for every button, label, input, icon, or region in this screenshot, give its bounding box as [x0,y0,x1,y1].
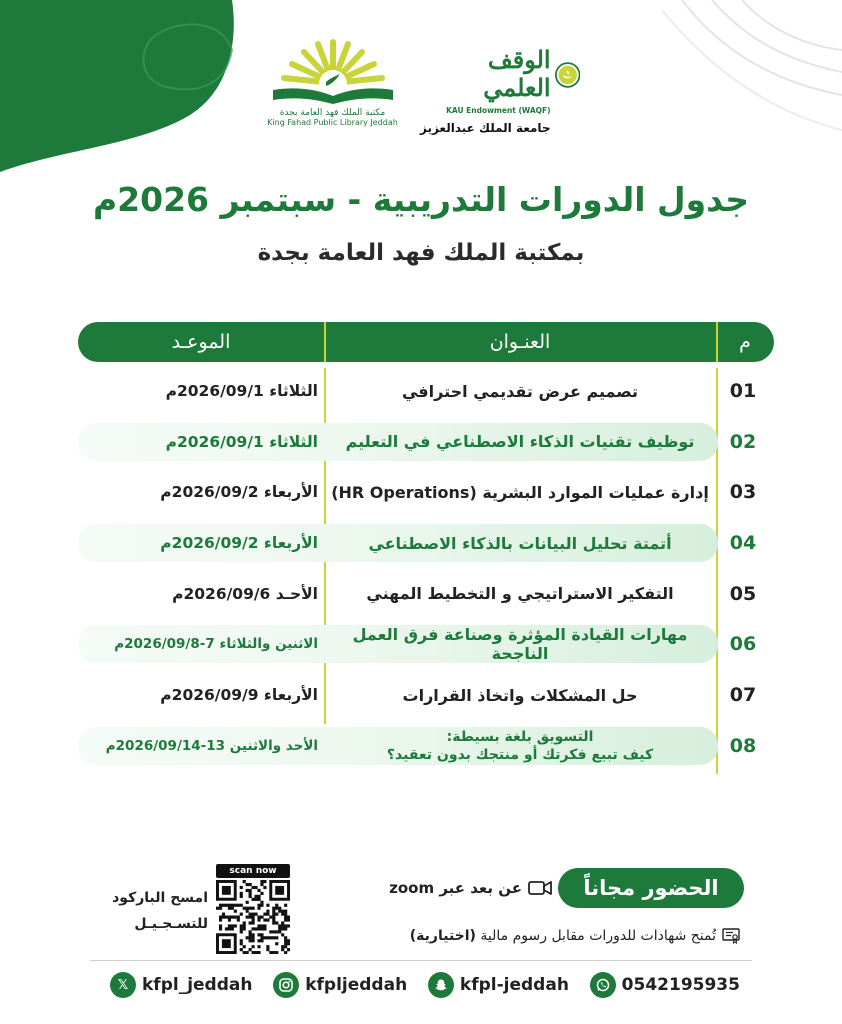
social-whatsapp[interactable] [590,972,740,998]
social-instagram[interactable] [273,972,407,998]
row-title: حل المشكلات واتخاذ القرارات [402,685,638,705]
table-row [78,520,774,566]
table-row [78,672,774,718]
row-title: التفكير الاستراتيجي و التخطيط المهني [366,584,674,604]
table-row [78,723,774,769]
row-title: إدارة عمليات الموارد البشرية (HR Operations) [331,482,709,502]
scan-line2: للتسـجـيـل [134,916,208,932]
kfpl-name-ar: مكتبة الملك فهد العامة بجدة [279,108,386,118]
waqf-name-ar: الوقف العلمي [483,45,551,102]
zoom-label: عن بعد عبر zoom [389,879,522,897]
video-camera-icon [528,879,552,897]
header-title: العنـوان [489,331,551,353]
row-date: الأربعاء 2026/09/2م [160,483,318,502]
row-title-line2: كيف تبيع فكرتك أو منتجك بدون تعقيد؟ [386,746,654,763]
row-num: 05 [729,582,757,605]
row-date: الأحد والاثنين 13-2026/09/14م [105,737,318,754]
scan-instructions [98,885,208,937]
social-handle: kfpl_jeddah [142,975,253,995]
row-num: 07 [729,684,757,707]
row-title [324,728,716,764]
social-handle: kfpl-jeddah [459,975,569,995]
waqf-name-en: KAU Endowment (WAQF) [446,106,551,115]
header-divider [324,322,326,362]
university-name-ar: جامعة الملك عبدالعزيز [420,121,551,135]
footer-divider [90,960,752,961]
row-date: الاثنين والثلاثاء 7-2026/09/8م [114,636,318,653]
table-row [78,469,774,515]
page-subtitle: بمكتبة الملك فهد العامة بجدة [257,240,585,266]
certificate-optional: (اختيارية) [409,928,476,944]
waqf-emblem-icon [555,46,580,104]
row-num: 06 [729,633,757,656]
qr-code[interactable] [216,880,290,954]
corner-decoration-top-left [0,0,240,175]
kfpl-name-en: King Fahad Public Library Jeddah [267,118,398,127]
zoom-info [380,876,552,900]
free-attendance-badge: الحضور مجاناً [558,868,744,908]
table-row [78,621,774,667]
row-title: أتمتة تحليل البيانات بالذكاء الاصطناعي [368,533,672,553]
qr-code-block[interactable] [216,864,290,954]
row-num: 03 [729,481,757,504]
row-num: 08 [729,734,757,757]
row-title: تصميم عرض تقديمي احترافي [401,381,639,401]
row-num: 02 [729,430,757,453]
certificate-icon [722,928,740,944]
instagram-icon [273,972,299,998]
certificate-note [360,924,740,948]
row-date: الأحـد 2026/09/6م [172,584,318,603]
row-title: توظيف تقنيات الذكاء الاصطناعي في التعليم [345,432,695,452]
page-title: جدول الدورات التدريبية - سبتمبر 2026م [92,180,750,219]
table-row [78,419,774,465]
header-date: الموعـد [171,331,231,353]
snapchat-icon [428,972,454,998]
row-num: 04 [729,532,757,555]
row-title-line1: التسويق بلغة بسيطة: [446,728,594,745]
header-num: م [739,331,751,353]
row-title: مهارات القيادة المؤثرة وصناعة فرق العمل الناجحة [352,625,688,664]
schedule-table [78,322,774,774]
row-date: الثلاثاء 2026/09/1م [165,432,318,451]
social-handle: kfpljeddah [305,975,408,995]
kfpl-logo [265,38,400,133]
social-snapchat[interactable] [428,972,569,998]
row-num: 01 [729,380,757,402]
table-row [78,571,774,617]
kfpl-sun-book-icon [268,38,398,106]
corner-decoration-top-right [642,0,842,150]
social-x[interactable] [110,972,252,998]
row-date: الأربعاء 2026/09/9م [160,686,318,705]
waqf-logo [420,38,580,133]
table-header [78,322,774,362]
certificate-text-main: تُمنح شهادات للدورات مقابل رسوم مالية [480,928,716,944]
social-handle: 0542195935 [621,975,740,995]
social-links [110,968,740,1002]
certificate-text [410,928,716,944]
row-date: الأربعاء 2026/09/2م [160,534,318,553]
scan-now-label: scan now [216,864,290,878]
x-icon: 𝕏 [110,972,136,998]
row-date: الثلاثاء 2026/09/1م [165,382,318,400]
table-body [78,368,774,769]
header-divider [716,322,718,362]
scan-line1: امسح الباركود [112,890,208,906]
whatsapp-icon [590,972,616,998]
table-row [78,368,774,414]
